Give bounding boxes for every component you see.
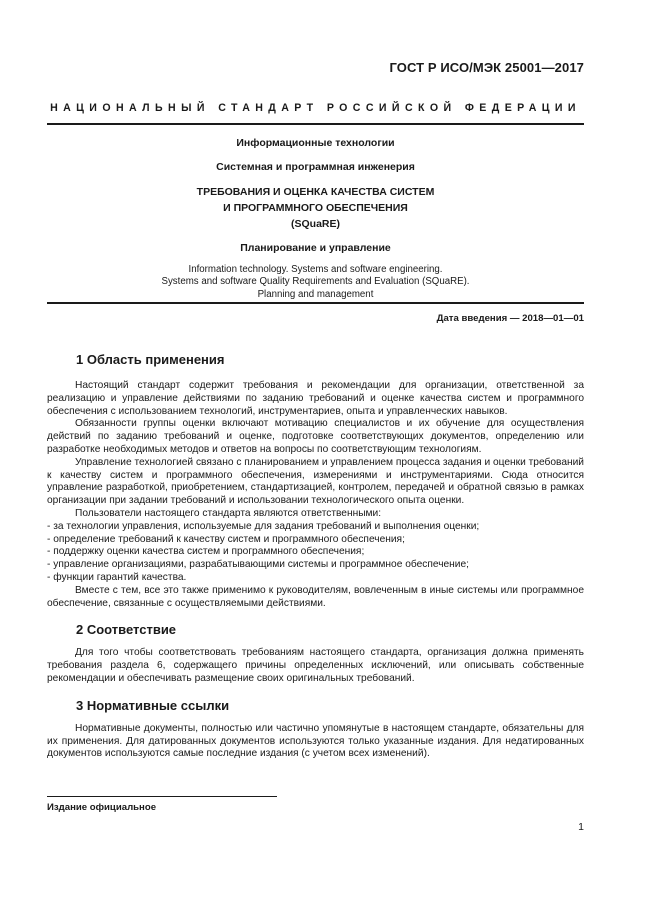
- paragraph: Обязанности группы оценки включают мотивацию специалистов и их обучение для осуществления действий по заданию требований и оценке, подготовке соответствующих документов, определению или разработке необходимых методов и ответов на вопросы по соответствующим технологиям.: [47, 418, 584, 455]
- introduction-date: Дата введения — 2018—01—01: [436, 313, 584, 324]
- paragraph: Управление технологией связано с планированием и управлением процесса задания и оценки требований к качеству систем и программного обеспечения, измерениями и инструментариями. Сюда относится управление разработкой, приобретением, стандартизацией, контролем, передачей и обратной связью в рамках организации при задании требований и использовании технологического опыта оценки.: [47, 456, 584, 507]
- paragraph: Нормативные документы, полностью или частично упомянутые в настоящем стандарте, обязательны для их применения. Для датированных документов используются только указанные издания. Для недатированных документов используются самые последние издания (с учетом всех изменений).: [47, 722, 584, 760]
- national-standard-banner: НАЦИОНАЛЬНЫЙ СТАНДАРТ РОССИЙСКОЙ ФЕДЕРАЦИИ: [50, 102, 581, 114]
- main-title-line-3: (SQuaRE): [290, 218, 340, 230]
- section-heading-conformance: 2 Соответствие: [76, 622, 177, 638]
- english-title-line-3: Planning and management: [257, 288, 374, 300]
- list-item: - определение требований к качеству систем и программного обеспечения;: [47, 533, 405, 545]
- english-title-line-1: Information technology. Systems and software engineering.: [188, 264, 443, 275]
- paragraph: Настоящий стандарт содержит требования и рекомендации для организации, ответственной за реализацию и управление действиями по заданию требований и оценке качества систем и программного обеспечения с использованием технологий, инструментариев, опыта и управленческих навыков.: [47, 380, 584, 417]
- title-divider: [47, 302, 584, 304]
- title-field: Информационные технологии: [236, 137, 395, 149]
- header-divider: [47, 123, 584, 125]
- paragraph: Пользователи настоящего стандарта являются ответственными:: [75, 507, 382, 519]
- footer-divider: [47, 796, 277, 797]
- section-heading-normative-references: 3 Нормативные ссылки: [76, 697, 230, 713]
- main-title-line-2: И ПРОГРАММНОГО ОБЕСПЕЧЕНИЯ: [223, 202, 408, 214]
- edition-label: Издание официальное: [47, 802, 157, 813]
- title-subfield: Системная и программная инженерия: [216, 161, 415, 173]
- page-number: 1: [578, 821, 584, 833]
- english-title-line-2: Systems and software Quality Requirements and Evaluation (SQuaRE).: [161, 276, 470, 288]
- list-item: - за технологии управления, используемые для задания требований и выполнения оценки;: [47, 520, 480, 532]
- main-title-line-1: ТРЕБОВАНИЯ И ОЦЕНКА КАЧЕСТВА СИСТЕМ: [196, 186, 435, 198]
- paragraph: Для того чтобы соответствовать требованиям настоящего стандарта, организация должна применять требования раздела 6, содержащего причины определенных исключений, или описывать собственные рекомендации и обеспечивать размещение своих оригинальных требований.: [47, 647, 584, 684]
- title-subtitle: Планирование и управление: [240, 242, 391, 254]
- list-item: - функции гарантий качества.: [47, 571, 187, 583]
- title-block: [47, 136, 584, 301]
- paragraph: Вместе с тем, все это также применимо к руководителям, вовлеченным в иные системы или программное обеспечение, связанные с осуществляемыми действиями.: [47, 584, 584, 609]
- list-item: - поддержку оценки качества систем и программного обеспечения;: [47, 546, 365, 558]
- section-heading-scope: 1 Область применения: [76, 352, 225, 367]
- standard-code: ГОСТ Р ИСО/МЭК 25001—2017: [389, 60, 584, 75]
- list-item: - управление организациями, разрабатывающими системы и программное обеспечение;: [47, 559, 469, 571]
- document-body: [47, 351, 584, 761]
